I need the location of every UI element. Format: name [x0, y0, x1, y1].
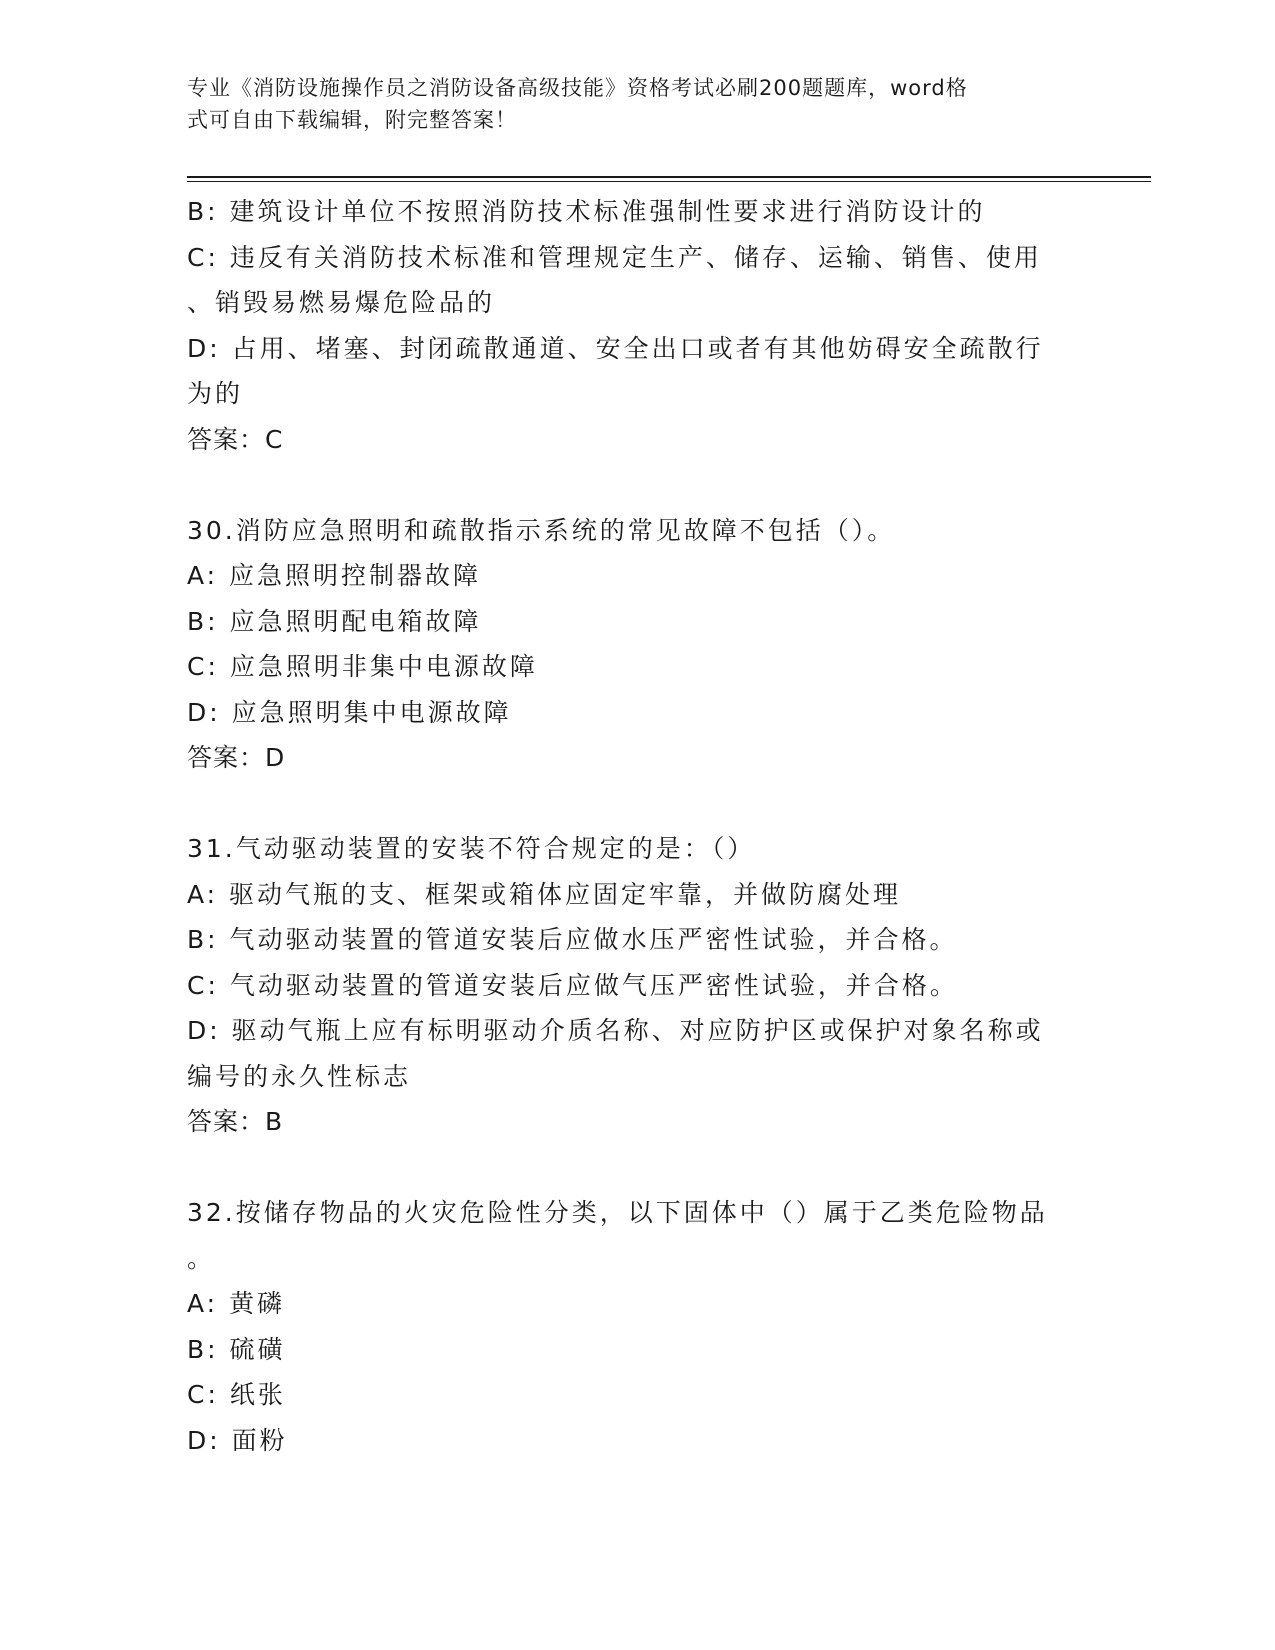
answer: 答案：B: [187, 1107, 284, 1136]
option-d: D: 驱动气瓶上应有标明驱动介质名称、对应防护区或保护对象名称或: [187, 1016, 1044, 1045]
spacer: [187, 1145, 1067, 1191]
option-c: C: 应急照明非集中电源故障: [187, 652, 538, 681]
option-b: B: 硫磺: [187, 1334, 286, 1364]
option-d-continued: 编号的永久性标志: [187, 1061, 412, 1091]
question-stem-continued: 。: [187, 1243, 216, 1273]
question-32: [187, 1190, 1067, 1463]
answer: 答案：D: [187, 743, 286, 772]
option-b: B: 气动驱动装置的管道安装后应做水压严密性试验，并合格。: [187, 925, 958, 954]
option-d: D: 占用、堵塞、封闭疏散通道、安全出口或者有其他妨碍安全疏散行: [187, 333, 1044, 363]
header-divider-thin: [187, 181, 1151, 182]
option-b: B: 建筑设计单位不按照消防技术标准强制性要求进行消防设计的: [187, 197, 986, 226]
option-a: A: 驱动气瓶的支、框架或箱体应固定牢靠，并做防腐处理: [187, 879, 902, 909]
option-d-continued: 为的: [187, 379, 244, 408]
option-b: B: 应急照明配电箱故障: [187, 606, 482, 636]
option-d: D: 应急照明集中电源故障: [187, 697, 512, 727]
header-divider-thick: [187, 176, 1151, 178]
option-c: C: 违反有关消防技术标准和管理规定生产、储存、运输、销售、使用: [187, 242, 1042, 272]
question-30: [187, 508, 1067, 781]
question-29-continued: [187, 189, 1067, 462]
header-line-1: 专业《消防设施操作员之消防设备高级技能》资格考试必刷200题题库，word格: [187, 76, 968, 100]
header-line-2: 式可自由下载编辑，附完整答案！: [187, 108, 517, 132]
option-c-continued: 、销毁易燃易爆危险品的: [187, 288, 496, 317]
document-header: [187, 72, 1067, 136]
option-d: D: 面粉: [187, 1425, 288, 1455]
option-a: A: 黄磷: [187, 1289, 286, 1318]
option-c: C: 气动驱动装置的管道安装后应做气压严密性试验，并合格。: [187, 970, 958, 1000]
question-body: [187, 189, 1067, 1463]
spacer: [187, 781, 1067, 827]
answer: 答案：C: [187, 424, 284, 454]
question-stem: 31.气动驱动装置的安装不符合规定的是：（）: [187, 834, 756, 863]
question-stem: 30.消防应急照明和疏散指示系统的常见故障不包括（）。: [187, 515, 896, 545]
question-31: [187, 826, 1067, 1145]
question-stem: 32.按储存物品的火灾危险性分类，以下固体中（）属于乙类危险物品: [187, 1198, 1048, 1227]
option-a: A: 应急照明控制器故障: [187, 561, 482, 590]
option-c: C: 纸张: [187, 1380, 286, 1409]
spacer: [187, 462, 1067, 508]
